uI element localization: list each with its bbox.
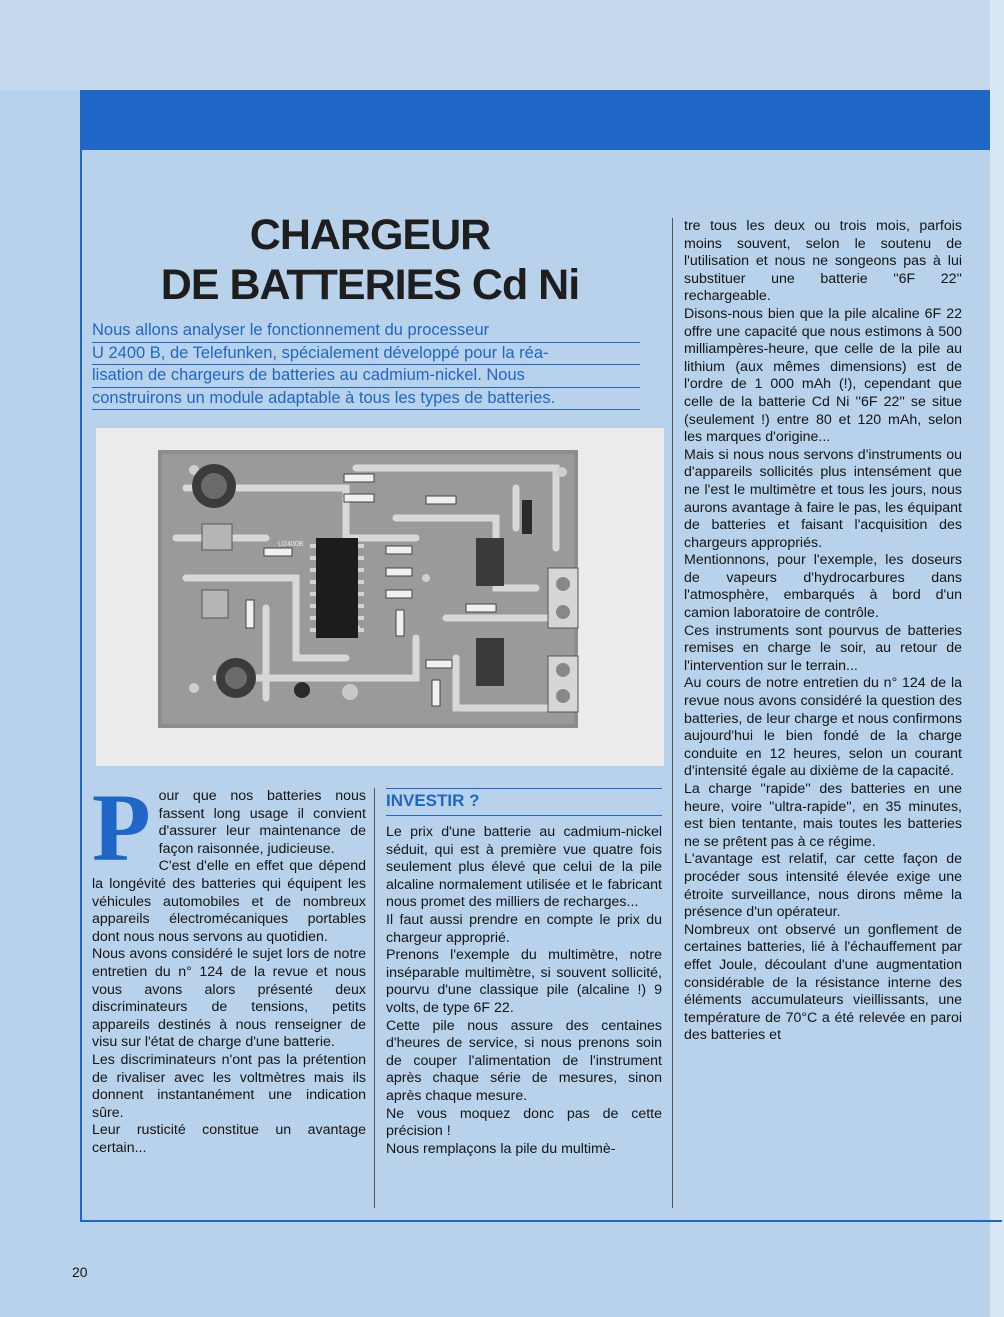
paragraph: Nombreux ont observé un gonflement de certaines batteries, lié à l'échauffement par effet Joule, découlant d'une augmentation considérable de la résistance interne des éléments accumulateurs vieillissants, une température de 70°C a été relevée en paroi des batteries et xyxy=(684,921,962,1044)
article-intro xyxy=(92,320,640,410)
paragraph: our que nos batteries nous fassent long usage il convient d'assurer leur maintenance de façon raisonnée, judicieuse. xyxy=(158,788,366,857)
intro-line: U 2400 B, de Telefunken, spécialement développé pour la réa- xyxy=(92,343,640,366)
title-line-1: CHARGEUR xyxy=(249,211,491,259)
column-divider xyxy=(672,218,673,1208)
paragraph: Mais si nous nous servons d'instruments ou d'appareils sollicités plus intensément que ne l'est le multimètre et tous les jours, nous aurons avantage à faire le pas, les équipant de batteries et faisant l'acquisition des chargeurs appropriés. xyxy=(684,446,962,551)
paragraph: tre tous les deux ou trois mois, parfois moins souvent, selon le soutenu de l'utilisation et nous ne songeons pas à lui substituer une batterie ''6F 22'' rechargeable. xyxy=(684,218,962,305)
drop-cap: P xyxy=(92,774,151,881)
intro-line: construirons un module adaptable à tous les types de batteries. xyxy=(92,388,640,411)
article-column-2 xyxy=(386,788,662,1158)
paragraph: L'avantage est relatif, car cette façon de procéder sous intensité élevée exige une étroite surveillance, nous dirons même la présence d'un opérateur. xyxy=(684,851,962,921)
paragraph: Nous remplaçons la pile du multimè- xyxy=(386,1140,616,1157)
article-column-1 xyxy=(92,774,366,1157)
paragraph: Au cours de notre entretien du n° 124 de la revue nous avons considéré la question des batteries, de leur charge et nous confirmons aujourd'hui le bien fondé de la charge conduite en 12 heures, selon un courant d'intensité égale au dixième de la capacité. xyxy=(684,675,962,780)
chip-label: U2400B xyxy=(278,541,304,548)
paragraph: La charge ''rapide'' des batteries en une heure, voire ''ultra-rapide'', en 35 minutes, est bien tentante, mais toutes les batteries ne se prêtent pas à ce régime. xyxy=(684,781,962,850)
paragraph: Disons-nous bien que la pile alcaline 6F 22 offre une capacité que nous estimons à 500 milliampères-heure, que celle de la pile au lithium (aux mêmes dimensions) est de l'ordre de 1 000 mAh (!), cependant que celle de la batterie Cd Ni ''6F 22'' se situe (seulement !) entre 80 et 120 mAh, selon les marques d'origine... xyxy=(684,305,962,446)
paragraph: Prenons l'exemple du multimètre, notre inséparable multimètre, si souvent sollicité, pourvu d'une classique pile (alcaline !) 9 volts, de type 6F 22. xyxy=(386,947,662,1016)
column-divider xyxy=(374,788,375,1208)
paragraph: Leur rusticité constitue un avantage certain... xyxy=(92,1122,366,1156)
paragraph: Cette pile nous assure des centaines d'heures de service, si nous prenons soin de couper l'alimentation de l'instrument après chaque série de mesures, sinon après chaque mesure. xyxy=(386,1017,662,1104)
article-column-3 xyxy=(684,218,962,1045)
paragraph: Ces instruments sont pourvus de batteries remises en charge le soir, au retour de l'intervention sur le terrain... xyxy=(684,622,962,674)
paragraph: Nous avons considéré le sujet lors de notre entretien du n° 124 de la revue et nous vous avons alors présenté deux discriminateurs de tensions, petits appareils destinés à nous renseigner de visu sur l'état de charge d'une batterie. xyxy=(92,946,366,1051)
article-title xyxy=(100,210,640,310)
paragraph: Mentionnons, pour l'exemple, les doseurs de vapeurs d'hydrocarbures dans l'atmosphère, embarqués à bord d'un camion laboratoire de contrôle. xyxy=(684,552,962,622)
circuit-board-photo xyxy=(96,428,664,766)
paragraph: Le prix d'une batterie au cadmium-nickel séduit, qui est à première vue quatre fois seulement plus élevé que celui de la pile alcaline normalement utilisée et le fabricant nous promet des milliers de recharges... xyxy=(386,824,662,911)
paragraph: Il faut aussi prendre en compte le prix du chargeur approprié. xyxy=(386,911,662,946)
paragraph: Ne vous moquez donc pas de cette précision ! xyxy=(386,1105,662,1140)
title-line-2: DE BATTERIES Cd Ni xyxy=(160,261,580,309)
paragraph: C'est d'elle en effet que dépend la longévité des batteries qui équipent les véhicules automobiles et de nombreux appareils électromécaniques portables dont nous nous servons au quotidien. xyxy=(92,858,366,945)
header-color-bar xyxy=(80,90,1004,150)
section-heading: INVESTIR ? xyxy=(386,788,662,816)
top-band xyxy=(0,0,1004,90)
intro-line: Nous allons analyser le fonctionnement du processeur xyxy=(92,320,640,343)
intro-line: lisation de chargeurs de batteries au cadmium-nickel. Nous xyxy=(92,365,640,388)
paragraph: Les discriminateurs n'ont pas la prétention de rivaliser avec les voltmètres mais ils donnent instantanément une indication sûre. xyxy=(92,1051,366,1121)
page-number: 20 xyxy=(72,1264,88,1280)
circuit-board-illustration xyxy=(96,428,664,766)
